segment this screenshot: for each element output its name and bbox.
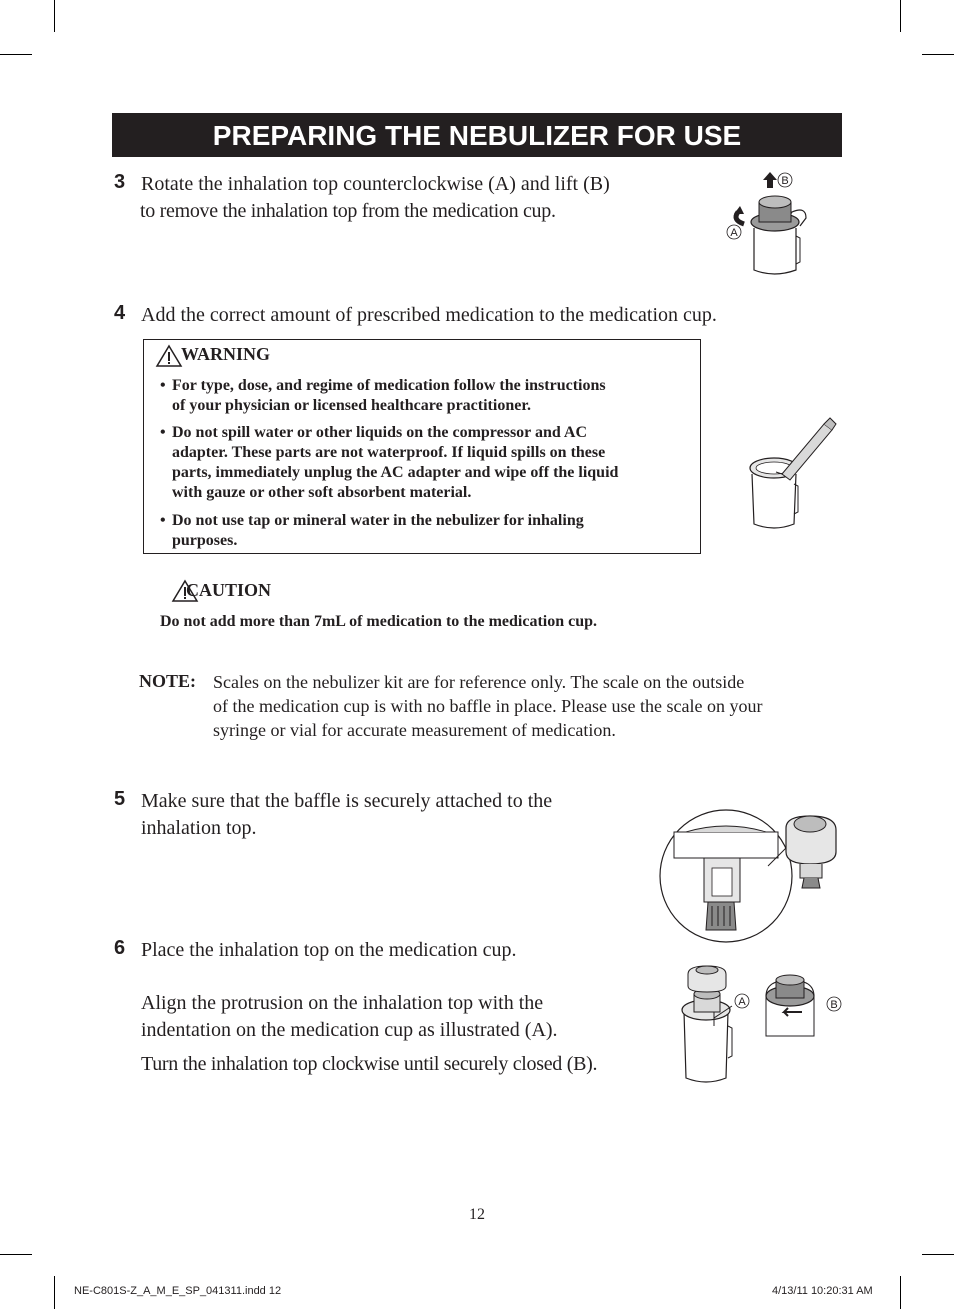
nebulizer-remove-top-illustration: [720, 166, 820, 286]
note-line: Scales on the nebulizer kit are for reference only. The scale on the outside: [213, 672, 745, 692]
bullet-line: Do not use tap or mineral water in the nebulizer for inhaling: [172, 512, 584, 529]
step-text: Add the correct amount of prescribed medication to the medication cup.: [141, 304, 717, 326]
crop-mark: [922, 54, 954, 55]
bullet-line: adapter. These parts are not waterproof. If liquid spills on these: [172, 444, 606, 461]
step-number: 3: [114, 171, 126, 193]
medication-syringe-illustration: [740, 412, 840, 537]
crop-mark: [0, 1254, 32, 1255]
step-text: to remove the inhalation top from the medication cup.: [140, 200, 556, 222]
page-number: 12: [469, 1206, 485, 1223]
label-b: B: [830, 999, 838, 1011]
crop-mark: [900, 1276, 901, 1309]
label-a: A: [730, 227, 738, 239]
step-text: indentation on the medication cup as illustrated (A).: [141, 1019, 558, 1041]
note-label: NOTE:: [139, 671, 197, 691]
crop-mark: [54, 1276, 55, 1309]
bullet-line: parts, immediately unplug the AC adapter and wipe off the liquid: [172, 464, 619, 481]
bullet-line: Do not spill water or other liquids on the compressor and AC: [172, 424, 588, 441]
step-number: 5: [114, 788, 126, 810]
footer-file-info: NE-C801S-Z_A_M_E_SP_041311.indd 12: [74, 1285, 282, 1297]
bullet-line: For type, dose, and regime of medication follow the instructions: [172, 377, 606, 394]
warning-icon: [156, 345, 182, 367]
warning-title: WARNING: [181, 344, 271, 364]
note-line: of the medication cup is with no baffle in place. Please use the scale on your: [213, 696, 763, 716]
step-text: Rotate the inhalation top counterclockwise (A) and lift (B): [141, 173, 610, 195]
step-text: Make sure that the baffle is securely attached to the: [141, 790, 553, 812]
caution-title: CAUTION: [186, 580, 272, 600]
step-text: Align the protrusion on the inhalation top with the: [141, 992, 544, 1014]
footer-timestamp: 4/13/11 10:20:31 AM: [772, 1285, 873, 1297]
step-text: Place the inhalation top on the medication cup.: [141, 939, 517, 961]
label-a: A: [738, 996, 746, 1008]
step-number: 6: [114, 937, 126, 959]
attach-top-illustration: [676, 960, 846, 1086]
bullet-line: of your physician or licensed healthcare practitioner.: [172, 397, 531, 414]
bullet-line: purposes.: [172, 532, 238, 549]
label-b: B: [781, 175, 789, 187]
step-text: Turn the inhalation top clockwise until securely closed (B).: [141, 1053, 598, 1075]
crop-mark: [54, 0, 55, 32]
bullet-line: with gauze or other soft absorbent material.: [172, 484, 472, 501]
crop-mark: [900, 0, 901, 32]
crop-mark: [0, 54, 32, 55]
step-text: inhalation top.: [141, 817, 257, 839]
section-title: PREPARING THE NEBULIZER FOR USE: [112, 113, 842, 157]
crop-mark: [922, 1254, 954, 1255]
baffle-attach-illustration: [660, 808, 846, 944]
step-number: 4: [114, 302, 126, 324]
caution-text: Do not add more than 7mL of medication to the medication cup.: [160, 613, 598, 630]
note-line: syringe or vial for accurate measurement of medication.: [213, 720, 616, 740]
